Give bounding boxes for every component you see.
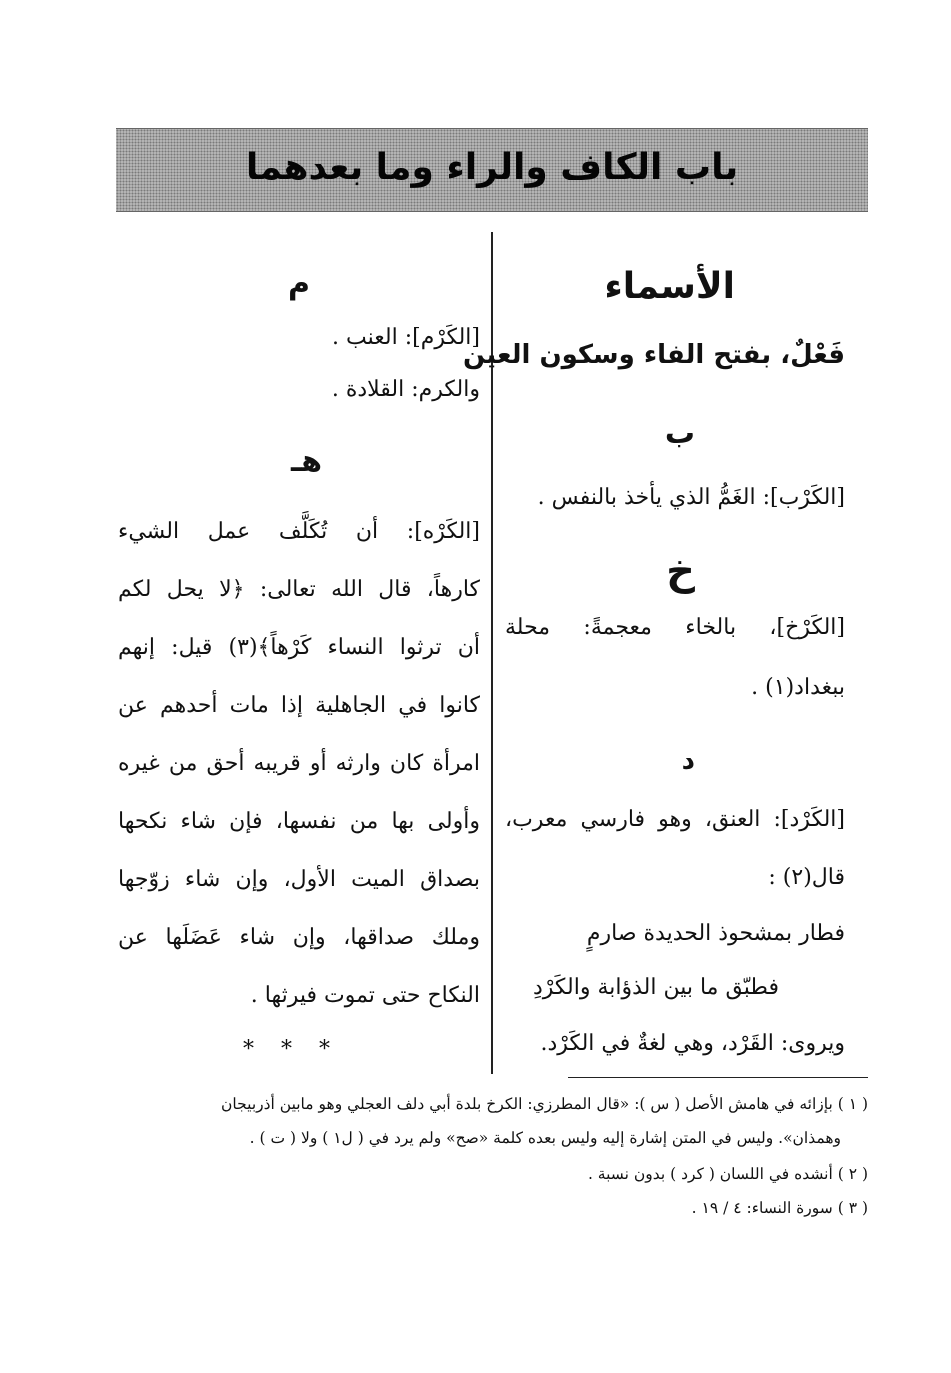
footnote-1-line1: ( ١ ) بإزائه في هامش الأصل ( س ): «قال المطرزي: الكرخ بلدة أبي دلف العجلي وهو مابين أذربيجان xyxy=(221,1095,868,1113)
entry-karm-line2: والكرم: القلادة . xyxy=(331,377,480,402)
entry-karh-line: كانوا في الجاهلية إذا مات أحدهم عن xyxy=(118,693,480,718)
letter-heading-m: م xyxy=(288,266,310,301)
pattern-heading: فَعْلٌ، بفتح الفاء وسكون العين xyxy=(463,340,845,370)
entry-karh-line: أن ترثوا النساء كَرْهاً﴾(٣) قيل: إنهم xyxy=(118,635,480,660)
entry-karh-line: [الكَرْه]: أن تُكَلَّف عمل الشيء xyxy=(118,519,480,544)
entry-karh-line: بصداق الميت الأول، وإن شاء زوّجها xyxy=(118,867,480,892)
entry-karb: [الكَرْب]: الغَمُّ الذي يأخذ بالنفس . xyxy=(537,485,845,510)
entry-kard-line3: ويروى: القَرْد، وهي لغةٌ في الكَرْد. xyxy=(540,1031,845,1056)
chapter-title: باب الكاف والراء وما بعدهما xyxy=(245,147,739,188)
verse-line2: فطبّق ما بين الذؤابة والكَرْدِ xyxy=(532,975,779,1000)
entry-kard-line1: [الكَرْد]: العنق، وهو فارسي معرب، xyxy=(505,807,845,832)
entry-kard-line2: قال(٢) : xyxy=(768,865,845,890)
letter-heading-b: ب xyxy=(664,416,695,451)
chapter-title-banner xyxy=(116,128,868,212)
section-heading: الأسماء xyxy=(604,266,735,307)
entry-karh-line: وملك صداقها، وإن شاء عَضَلَها عن xyxy=(118,925,480,950)
entry-karh-line: كارهاً، قال الله تعالى: ﴿لا يحل لكم xyxy=(118,577,480,602)
section-end-stars: * * * xyxy=(243,1037,340,1062)
entry-karh-line: امرأة كان وارثه أو قريبه أحق من غيره xyxy=(118,751,480,776)
footnote-separator xyxy=(568,1077,868,1078)
footnote-3: ( ٣ ) سورة النساء: ٤ / ١٩ . xyxy=(691,1199,868,1217)
entry-karkh-line2: ببغداد(١) . xyxy=(751,675,845,700)
verse-line1: فطار بمشحوذ الحديدة صارمٍ xyxy=(586,921,845,946)
entry-karkh-line1: [الكَرْخ]، بالخاء معجمةً: محلة xyxy=(505,615,845,640)
entry-karh-line: وأولى بها من نفسها، فإن شاء نكحها xyxy=(118,809,480,834)
letter-heading-kh: خ xyxy=(666,548,695,594)
letter-heading-d: د xyxy=(681,746,695,776)
letter-heading-h: هـ xyxy=(290,444,322,479)
footnote-2: ( ٢ ) أنشده في اللسان ( كرد ) بدون نسبة . xyxy=(587,1165,868,1183)
entry-karm-line1: [الكَرْم]: العنب . xyxy=(332,325,480,350)
entry-karh-line: النكاح حتى تموت فيرثها . xyxy=(250,983,480,1008)
footnote-1-line2: وهمذان». وليس في المتن إشارة إليه وليس بعده كلمة «صح» ولم يرد في ( ل١ ) ولا ( ت ) . xyxy=(249,1129,841,1147)
